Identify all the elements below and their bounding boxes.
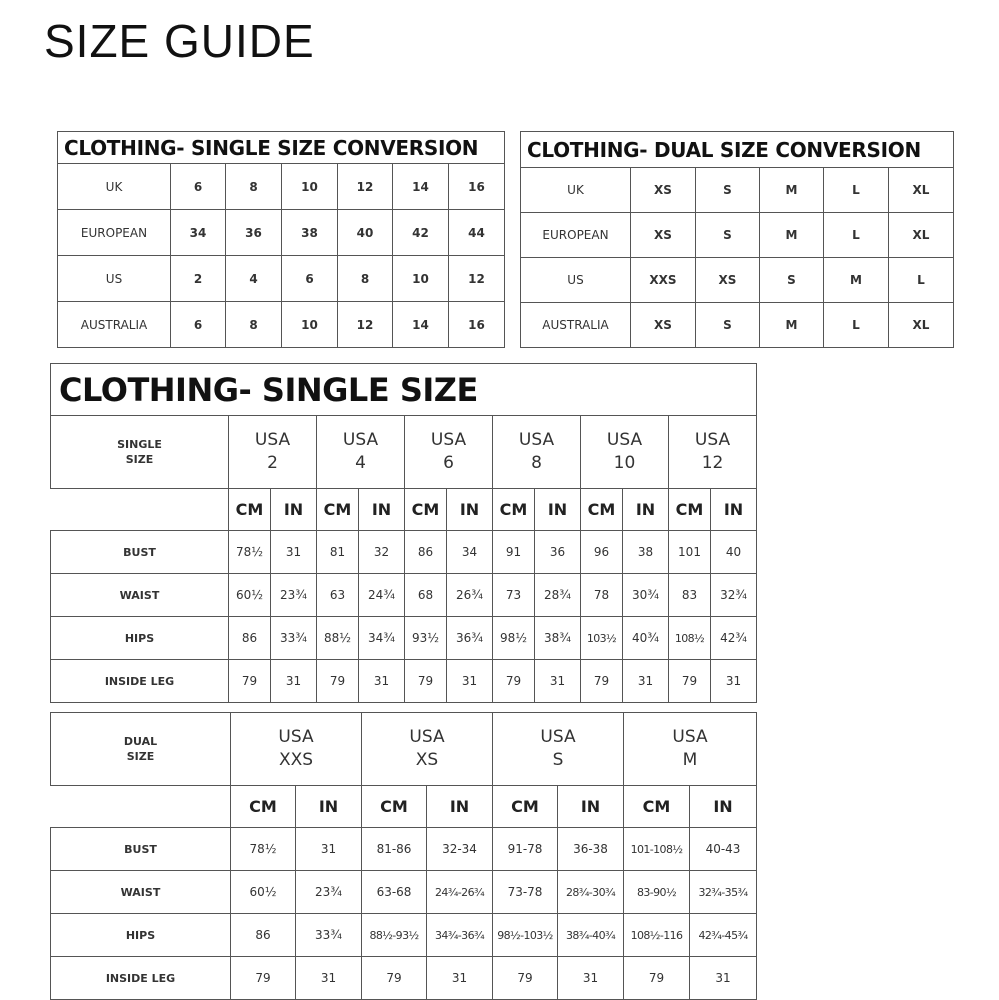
table-cell: 98½ — [493, 617, 535, 660]
table-cell: 40¾ — [623, 617, 669, 660]
table-cell: 31 — [296, 957, 362, 1000]
table-cell: 88½ — [317, 617, 359, 660]
table-cell: 23¾ — [296, 871, 362, 914]
table-row — [51, 914, 757, 957]
row-label: UK — [58, 164, 171, 210]
table-cell: 36¾ — [447, 617, 493, 660]
table-cell: 83-90½ — [624, 871, 690, 914]
table-cell: 31 — [558, 957, 624, 1000]
table-cell: 101-108½ — [624, 828, 690, 871]
single-size-row-header: SINGLE SIZE — [51, 416, 229, 489]
table-cell: 93½ — [405, 617, 447, 660]
unit-in: IN — [558, 786, 624, 828]
table-cell: XS — [631, 303, 696, 348]
size-header: USA 2 — [229, 416, 317, 489]
table-cell: 78½ — [229, 531, 271, 574]
table-cell: 12 — [449, 256, 505, 302]
table-cell: 34 — [171, 210, 226, 256]
unit-cm: CM — [669, 489, 711, 531]
row-label: HIPS — [51, 617, 229, 660]
table-cell: XS — [696, 258, 760, 303]
table-cell: 78½ — [231, 828, 296, 871]
table-cell: 2 — [171, 256, 226, 302]
table-cell: 40 — [711, 531, 757, 574]
row-label: US — [521, 258, 631, 303]
row-label: US — [58, 256, 171, 302]
table-cell: 42¾-45¾ — [690, 914, 757, 957]
single-size-title: CLOTHING- SINGLE SIZE — [51, 364, 757, 416]
table-cell: 12 — [338, 164, 393, 210]
unit-cm: CM — [362, 786, 427, 828]
table-cell: 8 — [226, 302, 282, 348]
table-cell: XXS — [631, 258, 696, 303]
table-cell: 79 — [493, 660, 535, 703]
unit-in: IN — [711, 489, 757, 531]
page-title: SIZE GUIDE — [44, 15, 315, 67]
size-header: USA 12 — [669, 416, 757, 489]
table-row — [521, 168, 954, 213]
table-cell: 79 — [405, 660, 447, 703]
table-cell: 108½-116 — [624, 914, 690, 957]
unit-cm: CM — [317, 489, 359, 531]
table-cell: 38 — [623, 531, 669, 574]
table-cell: 101 — [669, 531, 711, 574]
blank-cell — [51, 489, 229, 531]
table-cell: 14 — [393, 164, 449, 210]
table-cell: 96 — [581, 531, 623, 574]
table-row — [521, 213, 954, 258]
table-cell: 86 — [229, 617, 271, 660]
table-cell: 60½ — [231, 871, 296, 914]
table-cell: 83 — [669, 574, 711, 617]
table-cell: 86 — [231, 914, 296, 957]
table-cell: L — [824, 303, 889, 348]
table-cell: S — [696, 213, 760, 258]
table-cell: 6 — [171, 164, 226, 210]
table-cell: 38 — [282, 210, 338, 256]
table-cell: 31 — [296, 828, 362, 871]
size-header: USA S — [493, 713, 624, 786]
table-cell: XS — [631, 213, 696, 258]
table-cell: 38¾ — [535, 617, 581, 660]
table-cell: 16 — [449, 164, 505, 210]
unit-cm: CM — [231, 786, 296, 828]
single-size-measurement-table — [50, 363, 757, 703]
table-cell: 33¾ — [296, 914, 362, 957]
table-cell: M — [760, 303, 824, 348]
table-cell: 32¾ — [711, 574, 757, 617]
table-cell: 73 — [493, 574, 535, 617]
table-cell: 34 — [447, 531, 493, 574]
table-cell: XL — [889, 303, 954, 348]
table-cell: 4 — [226, 256, 282, 302]
table-row — [521, 303, 954, 348]
unit-in: IN — [359, 489, 405, 531]
row-label: INSIDE LEG — [51, 660, 229, 703]
row-label: EUROPEAN — [58, 210, 171, 256]
unit-in: IN — [623, 489, 669, 531]
table-cell: 30¾ — [623, 574, 669, 617]
size-header: USA 6 — [405, 416, 493, 489]
size-header: USA 4 — [317, 416, 405, 489]
table-cell: 31 — [271, 531, 317, 574]
table-cell: 8 — [226, 164, 282, 210]
size-header: USA 10 — [581, 416, 669, 489]
row-label: INSIDE LEG — [51, 957, 231, 1000]
table-cell: 31 — [447, 660, 493, 703]
dual-conversion-title: CLOTHING- DUAL SIZE CONVERSION — [521, 132, 954, 168]
table-row — [51, 574, 757, 617]
dual-size-conversion-table — [520, 131, 954, 348]
table-cell: 6 — [171, 302, 226, 348]
table-cell: 79 — [624, 957, 690, 1000]
table-cell: 98½-103½ — [493, 914, 558, 957]
unit-in: IN — [271, 489, 317, 531]
table-cell: 63-68 — [362, 871, 427, 914]
table-cell: 91-78 — [493, 828, 558, 871]
table-cell: 36-38 — [558, 828, 624, 871]
table-cell: 40-43 — [690, 828, 757, 871]
table-cell: 40 — [338, 210, 393, 256]
table-cell: 10 — [393, 256, 449, 302]
size-header: USA XXS — [231, 713, 362, 786]
table-cell: L — [889, 258, 954, 303]
unit-in: IN — [427, 786, 493, 828]
table-cell: 31 — [535, 660, 581, 703]
row-label: EUROPEAN — [521, 213, 631, 258]
table-cell: M — [824, 258, 889, 303]
table-cell: 26¾ — [447, 574, 493, 617]
table-cell: 108½ — [669, 617, 711, 660]
table-cell: 10 — [282, 164, 338, 210]
table-cell: 31 — [690, 957, 757, 1000]
size-header: USA XS — [362, 713, 493, 786]
table-cell: 31 — [427, 957, 493, 1000]
unit-cm: CM — [229, 489, 271, 531]
table-cell: 8 — [338, 256, 393, 302]
dual-size-row-header: DUAL SIZE — [51, 713, 231, 786]
table-row — [58, 256, 505, 302]
table-cell: 81 — [317, 531, 359, 574]
blank-cell — [51, 786, 231, 828]
unit-in: IN — [535, 489, 581, 531]
table-row — [51, 660, 757, 703]
table-cell: 91 — [493, 531, 535, 574]
table-cell: 31 — [359, 660, 405, 703]
row-label: AUSTRALIA — [521, 303, 631, 348]
single-conversion-title: CLOTHING- SINGLE SIZE CONVERSION — [58, 132, 505, 164]
table-cell: 103½ — [581, 617, 623, 660]
table-cell: 79 — [231, 957, 296, 1000]
table-cell: 24¾ — [359, 574, 405, 617]
row-label: UK — [521, 168, 631, 213]
table-row — [51, 617, 757, 660]
table-cell: M — [760, 168, 824, 213]
table-cell: XL — [889, 168, 954, 213]
table-cell: 23¾ — [271, 574, 317, 617]
table-cell: 16 — [449, 302, 505, 348]
table-cell: L — [824, 213, 889, 258]
table-cell: 42¾ — [711, 617, 757, 660]
table-cell: 44 — [449, 210, 505, 256]
table-cell: S — [696, 168, 760, 213]
table-cell: 79 — [229, 660, 271, 703]
table-cell: 31 — [623, 660, 669, 703]
table-cell: S — [760, 258, 824, 303]
table-cell: 68 — [405, 574, 447, 617]
table-row — [58, 164, 505, 210]
table-cell: 79 — [362, 957, 427, 1000]
unit-cm: CM — [624, 786, 690, 828]
table-cell: 32 — [359, 531, 405, 574]
unit-in: IN — [296, 786, 362, 828]
table-cell: 34¾ — [359, 617, 405, 660]
table-cell: 42 — [393, 210, 449, 256]
table-cell: 60½ — [229, 574, 271, 617]
table-cell: 28¾ — [535, 574, 581, 617]
table-cell: 24¾-26¾ — [427, 871, 493, 914]
unit-cm: CM — [493, 786, 558, 828]
table-row — [58, 302, 505, 348]
table-cell: 86 — [405, 531, 447, 574]
row-label: BUST — [51, 531, 229, 574]
table-cell: 63 — [317, 574, 359, 617]
table-cell: 6 — [282, 256, 338, 302]
table-cell: 34¾-36¾ — [427, 914, 493, 957]
table-cell: 28¾-30¾ — [558, 871, 624, 914]
single-size-conversion-table — [57, 131, 505, 348]
unit-cm: CM — [581, 489, 623, 531]
unit-in: IN — [447, 489, 493, 531]
table-cell: 36 — [535, 531, 581, 574]
table-cell: 38¾-40¾ — [558, 914, 624, 957]
table-cell: S — [696, 303, 760, 348]
table-cell: 88½-93½ — [362, 914, 427, 957]
table-cell: 31 — [711, 660, 757, 703]
table-cell: XS — [631, 168, 696, 213]
unit-cm: CM — [493, 489, 535, 531]
table-cell: 32¾-35¾ — [690, 871, 757, 914]
table-row — [51, 871, 757, 914]
table-cell: 81-86 — [362, 828, 427, 871]
table-cell: 10 — [282, 302, 338, 348]
table-cell: 79 — [493, 957, 558, 1000]
row-label: WAIST — [51, 574, 229, 617]
table-cell: 32-34 — [427, 828, 493, 871]
size-header: USA 8 — [493, 416, 581, 489]
table-cell: 14 — [393, 302, 449, 348]
table-cell: 33¾ — [271, 617, 317, 660]
table-cell: XL — [889, 213, 954, 258]
table-row — [58, 210, 505, 256]
table-cell: 79 — [669, 660, 711, 703]
table-row — [51, 828, 757, 871]
table-cell: M — [760, 213, 824, 258]
unit-in: IN — [690, 786, 757, 828]
table-cell: 73-78 — [493, 871, 558, 914]
row-label: WAIST — [51, 871, 231, 914]
table-cell: 79 — [581, 660, 623, 703]
dual-size-measurement-table — [50, 712, 757, 1000]
table-cell: 78 — [581, 574, 623, 617]
size-header: USA M — [624, 713, 757, 786]
unit-cm: CM — [405, 489, 447, 531]
table-row — [51, 531, 757, 574]
row-label: AUSTRALIA — [58, 302, 171, 348]
table-cell: 36 — [226, 210, 282, 256]
table-cell: 79 — [317, 660, 359, 703]
table-cell: 31 — [271, 660, 317, 703]
table-cell: L — [824, 168, 889, 213]
row-label: BUST — [51, 828, 231, 871]
row-label: HIPS — [51, 914, 231, 957]
table-row — [51, 957, 757, 1000]
table-cell: 12 — [338, 302, 393, 348]
table-row — [521, 258, 954, 303]
